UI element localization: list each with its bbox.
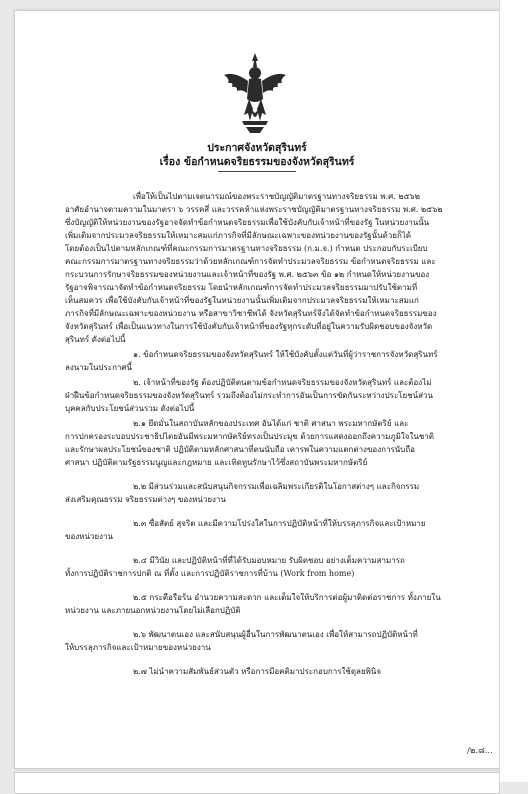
next-page <box>14 772 500 794</box>
body-line: ทั้งการปฏิบัติราชการปกติ ณ ที่ตั้ง และการปฏิบัติราชการที่บ้าน (Work from home) <box>65 569 355 578</box>
body-line: ๒.๓ ซื่อสัตย์ สุจริต และมีความโปร่งใสในการปฏิบัติหน้าที่ให้บรรลุภารกิจและเป้าหมาย <box>133 519 426 528</box>
body-line: หน่วยงาน และภายนอกหน่วยงานโดยไม่เลือกปฏิบัติ <box>65 606 241 615</box>
body-line: ซึ่งบัญญัติให้หน่วยงานของรัฐอาจจัดทำข้อกำหนดจริยธรรมเพื่อใช้บังคับกับเจ้าหน้าที่ของรัฐ ในหน่วยงานนั้น <box>65 218 430 227</box>
body-line: คณะกรรมการมาตรฐานทางจริยธรรมว่าด้วยหลักเกณฑ์การจัดทำประมวลจริยธรรม ข้อกำหนดจริยธรรม และ <box>65 257 436 266</box>
body-line: ๒.๕ กระตือรือร้น อำนวยความสะดวก และเต็มใจให้บริการต่อผู้มาติดต่อราชการ ทั้งภายใน <box>133 593 441 602</box>
body-line: จังหวัดสุรินทร์ เพื่อเป็นแนวทางในการใช้บังคับกับเจ้าหน้าที่ของรัฐทุกระดับที่อยู่ในความรับผิดชอบของจังหวัด <box>65 322 433 331</box>
announcement-subject: เรื่อง ข้อกำหนดจริยธรรมของจังหวัดสุรินทร์ <box>159 156 355 168</box>
body-line: กระบวนการรักษาจริยธรรมของหน่วยงานและเจ้าหน้าที่ของรัฐ พ.ศ. ๒๕๖๓ ข้อ ๑๒ กำหนดให้หน่วยงานของ <box>65 270 430 279</box>
body-line: ของหน่วยงาน <box>65 532 113 541</box>
body-line: ๒.๒ มีส่วนร่วมและสนับสนุนกิจกรรมเพื่อเฉลิมพระเกียรติในโอกาสต่างๆ และกิจกรรม <box>133 482 420 491</box>
body-line: อาศัยอำนาจตามความในมาตรา ๖ วรรคสี่ และวรรคห้าแห่งพระราชบัญญัติมาตรฐานทางจริยธรรม พ.ศ. ๒๕๖๒ <box>65 205 443 214</box>
body-line: ๒.๖ พัฒนาตนเอง และสนับสนุนผู้อื่นในการพัฒนาตนเอง เพื่อให้สามารถปฏิบัติหน้าที่ <box>133 630 418 639</box>
body-line: ๒.๔ มีวินัย และปฏิบัติหน้าที่ที่ได้รับมอบหมาย รับผิดชอบ อย่างเต็มความสามารถ <box>133 556 405 565</box>
body-line: การปกครองระบอบประชาธิปไตยอันมีพระมหากษัตริย์ทรงเป็นประมุข ด้วยการแสดงออกถึงความภูมิใจในชาติ <box>65 432 434 441</box>
body-line: เพิ่มเติมจากประมวลจริยธรรมให้เหมาะสมแก่ภารกิจที่มีลักษณะเฉพาะของหน่วยงานของรัฐนั้นด้วยก็ได้ <box>65 231 412 240</box>
document-page <box>14 10 500 769</box>
body-line: ให้บรรลุภารกิจและเป้าหมายของหน่วยงาน <box>65 643 211 652</box>
continuation-marker: /๒.๘... <box>467 746 493 756</box>
body-line: ๒.๑ ยึดมั่นในสถาบันหลักของประเทศ อันได้แก่ ชาติ ศาสนา พระมหากษัตริย์ และ <box>133 419 409 428</box>
body-line: สุรินทร์ ดังต่อไปนี้ <box>65 335 126 344</box>
body-line: ๑. ข้อกำหนดจริยธรรมของจังหวัดสุรินทร์ ให้ใช้บังคับตั้งแต่วันที่ผู้ว่าราชการจังหวัดสุรินทร์ <box>133 350 438 359</box>
body-line: ๒. เจ้าหน้าที่ของรัฐ ต้องปฏิบัติตนตามข้อกำหนดจริยธรรมของจังหวัดสุรินทร์ และต้องไม่ <box>133 378 432 387</box>
garuda-emblem <box>220 49 290 135</box>
body-line: ๒.๗ ไม่นำความสัมพันธ์ส่วนตัว หรือการมีอคติมาประกอบการใช้ดุลยพินิจ <box>133 667 382 676</box>
body-line: ภารกิจที่มีลักษณะเฉพาะของหน่วยงาน หรือสาขาวิชาชีพได้ จังหวัดสุรินทร์จึงได้จัดทำข้อกำหนดจริยธรรมของ <box>65 309 437 318</box>
announcement-title: ประกาศจังหวัดสุรินทร์ <box>207 142 307 154</box>
body-line: บุคคลกับประโยชน์ส่วนรวม ดังต่อไปนี้ <box>65 404 195 413</box>
body-line: และรักษาผลประโยชน์ของชาติ ปฏิบัติตามหลักศาสนาที่ตนนับถือ เคารพในความแตกต่างของการนับถือ <box>65 445 415 454</box>
body-line: เพื่อให้เป็นไปตามเจตนารมณ์ของพระราชบัญญัติมาตรฐานทางจริยธรรม พ.ศ. ๒๕๖๒ <box>133 192 421 201</box>
body-line: โดยต้องเป็นไปตามหลักเกณฑ์ที่คณะกรรมการมาตรฐานทางจริยธรรม (ก.ม.จ.) กำหนด ประกอบกับระเบียบ <box>65 244 428 253</box>
body-line: ส่งเสริมคุณธรรม จริยธรรมต่างๆ ของหน่วยงาน <box>65 495 226 504</box>
body-line: ฝ่าฝืนข้อกำหนดจริยธรรมของจังหวัดสุรินทร์ รวมถึงต้องไม่กระทำการอันเป็นการขัดกันระหว่างประโยชน์ส่วน <box>65 391 433 400</box>
body-line: เห็นสมควร เพื่อใช้บังคับกับเจ้าหน้าที่ของรัฐในหน่วยงานนั้นเพิ่มเติมจากประมวลจริยธรรมให้เหมาะสมแก่ <box>65 296 419 305</box>
body-line: ศาสนา ปฏิบัติตามรัฐธรรมนูญและกฎหมาย และเทิดทูนรักษาไว้ซึ่งสถาบันพระมหากษัตริย์ <box>65 458 368 467</box>
title-divider <box>218 171 296 172</box>
vertical-scrollbar[interactable] <box>499 0 528 782</box>
body-line: ลงนามในประกาศนี้ <box>65 363 132 372</box>
body-line: รัฐอาจพิจารณาจัดทำข้อกำหนดจริยธรรม โดยนำหลักเกณฑ์การจัดทำประมวลจริยธรรมมาปรับใช้ตามที่ <box>65 283 418 292</box>
